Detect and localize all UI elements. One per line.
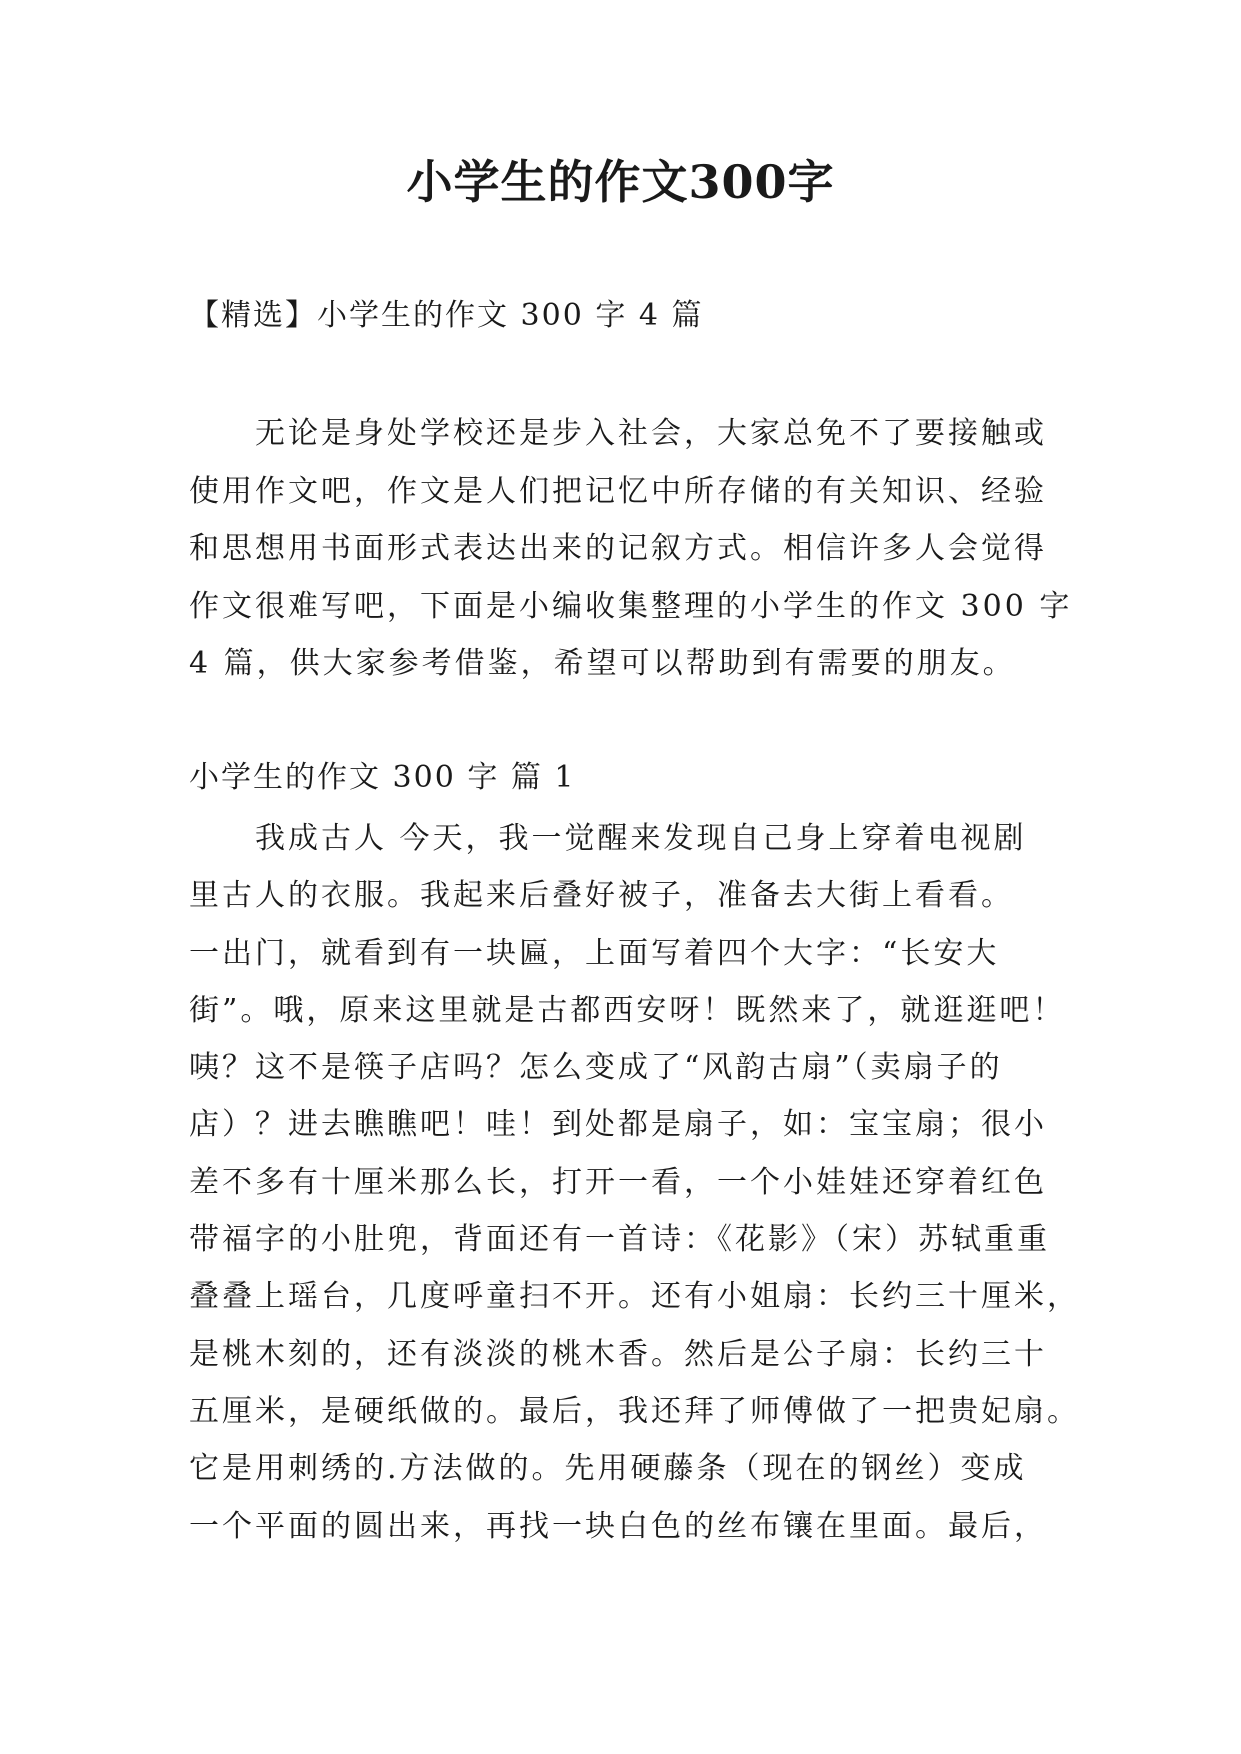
intro-paragraph: [189, 405, 1073, 693]
intro-line: 无论是身处学校还是步入社会，大家总免不了要接触或: [189, 416, 1047, 451]
essay-line: 我成古人 今天，我一觉醒来发现自己身上穿着电视剧: [189, 821, 1027, 856]
essay-line: 带福字的小肚兜，背面还有一首诗：《花影》（宋）苏轼重重: [189, 1222, 1050, 1258]
essay-line: 五厘米，是硬纸做的。最后，我还拜了师傅做了一把贵妃扇。: [189, 1393, 1080, 1429]
essay-line: 店）？进去瞧瞧吧！哇！到处都是扇子，如：宝宝扇；很小: [189, 1107, 1047, 1143]
essay-line: 街”。哦，原来这里就是古都西安呀！既然来了，就逛逛吧！: [189, 992, 1066, 1028]
document-subtitle: 【精选】小学生的作文 300 字 4 篇: [189, 298, 704, 333]
essay-line: 是桃木刻的，还有淡淡的桃木香。然后是公子扇：长约三十: [189, 1336, 1047, 1372]
intro-line: 和思想用书面形式表达出来的记叙方式。相信许多人会觉得: [189, 531, 1047, 566]
page-title: 小学生的作文300字: [406, 155, 835, 209]
essay-line: 差不多有十厘米那么长，打开一看，一个小娃娃还穿着红色: [189, 1164, 1047, 1200]
essay-line: 一个平面的圆出来，再找一块白色的丝布镶在里面。最后，: [189, 1508, 1047, 1544]
essay-line: 咦？这不是筷子店吗？怎么变成了“风韵古扇”（卖扇子的: [189, 1050, 1003, 1086]
section-heading: 小学生的作文 300 字 篇 1: [189, 760, 576, 795]
intro-line: 4 篇，供大家参考借鉴，希望可以帮助到有需要的朋友。: [189, 646, 1016, 681]
intro-line: 使用作文吧，作文是人们把记忆中所存储的有关知识、经验: [189, 473, 1047, 509]
essay-line: 它是用刺绣的.方法做的。先用硬藤条（现在的钢丝）变成: [189, 1451, 1027, 1487]
essay-line: 一出门，就看到有一块匾，上面写着四个大字：“长安大: [189, 935, 1000, 971]
essay-paragraph: [189, 810, 1080, 1555]
essay-line: 里古人的衣服。我起来后叠好被子，准备去大街上看看。: [189, 878, 1014, 914]
essay-line: 叠叠上瑶台，几度呼童扫不开。还有小姐扇：长约三十厘米，: [189, 1279, 1080, 1315]
intro-line: 作文很难写吧，下面是小编收集整理的小学生的作文 300 字: [189, 588, 1073, 624]
